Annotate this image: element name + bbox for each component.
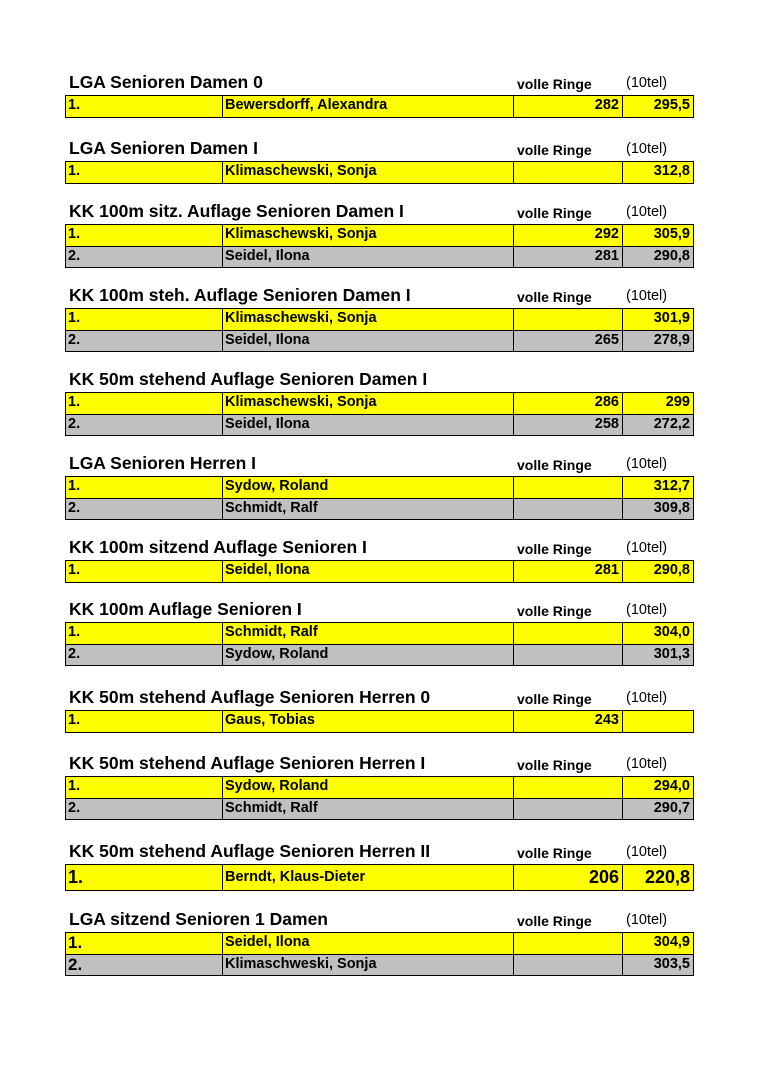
zehntel-cell: 290,8 xyxy=(653,562,690,578)
header-zehntel: (10tel) xyxy=(626,204,668,220)
zehntel-cell: 290,8 xyxy=(653,248,690,264)
name-cell: Klimaschewski, Sonja xyxy=(223,393,514,414)
name-cell: Seidel, Ilona xyxy=(223,247,514,267)
header-volle-ringe: volle Ringe xyxy=(517,289,592,305)
result-row xyxy=(66,96,693,117)
section-title: KK 100m sitzend Auflage Senioren I xyxy=(69,537,367,557)
header-zehntel: (10tel) xyxy=(626,690,668,706)
name-cell: Schmidt, Ralf xyxy=(223,799,514,819)
volle-ringe-cell xyxy=(514,933,623,954)
header-zehntel: (10tel) xyxy=(626,912,668,928)
zehntel-cell: 278,9 xyxy=(653,332,690,348)
name-cell: Schmidt, Ralf xyxy=(223,623,514,644)
volle-ringe-cell: 282 xyxy=(514,96,623,117)
section-title: LGA Senioren Damen 0 xyxy=(69,72,263,92)
place-cell: 1. xyxy=(66,933,223,954)
results-table xyxy=(65,161,694,184)
name-cell: Seidel, Ilona xyxy=(223,331,514,351)
header-zehntel: (10tel) xyxy=(626,756,668,772)
result-row xyxy=(66,162,693,183)
result-row xyxy=(66,777,693,798)
result-row xyxy=(66,246,693,267)
volle-ringe-cell xyxy=(514,477,623,498)
volle-ringe-cell: 206 xyxy=(514,865,623,890)
section-title: LGA Senioren Damen I xyxy=(69,138,258,158)
zehntel-cell: 312,8 xyxy=(653,163,690,179)
results-table xyxy=(65,776,694,820)
place-cell: 2. xyxy=(66,415,223,435)
header-volle-ringe: volle Ringe xyxy=(517,757,592,773)
name-cell: Berndt, Klaus-Dieter xyxy=(223,865,514,890)
zehntel-cell: 312,7 xyxy=(653,478,690,494)
place-cell: 1. xyxy=(66,393,223,414)
zehntel-cell: 301,9 xyxy=(653,310,690,326)
name-cell: Schmidt, Ralf xyxy=(223,499,514,519)
results-table xyxy=(65,476,694,520)
place-cell: 1. xyxy=(66,225,223,246)
header-volle-ringe: volle Ringe xyxy=(517,603,592,619)
result-row xyxy=(66,933,693,954)
result-row xyxy=(66,225,693,246)
name-cell: Klimaschweski, Sonja xyxy=(223,955,514,975)
section-title: KK 100m steh. Auflage Senioren Damen I xyxy=(69,285,411,305)
header-volle-ringe: volle Ringe xyxy=(517,845,592,861)
zehntel-cell xyxy=(623,711,693,732)
place-cell: 2. xyxy=(66,645,223,665)
volle-ringe-cell xyxy=(514,162,623,183)
zehntel-cell: 290,7 xyxy=(653,800,690,816)
header-zehntel: (10tel) xyxy=(626,844,668,860)
name-cell: Seidel, Ilona xyxy=(223,933,514,954)
header-zehntel: (10tel) xyxy=(626,602,668,618)
result-row xyxy=(66,561,693,582)
name-cell: Sydow, Roland xyxy=(223,477,514,498)
volle-ringe-cell xyxy=(514,955,623,975)
place-cell: 2. xyxy=(66,331,223,351)
result-row xyxy=(66,644,693,665)
header-volle-ringe: volle Ringe xyxy=(517,205,592,221)
name-cell: Klimaschewski, Sonja xyxy=(223,162,514,183)
place-cell: 2. xyxy=(66,955,223,975)
results-table xyxy=(65,560,694,583)
name-cell: Seidel, Ilona xyxy=(223,561,514,582)
place-cell: 1. xyxy=(66,309,223,330)
volle-ringe-cell xyxy=(514,777,623,798)
name-cell: Seidel, Ilona xyxy=(223,415,514,435)
section-title: LGA Senioren Herren I xyxy=(69,453,257,473)
zehntel-cell: 301,3 xyxy=(653,646,690,662)
result-row xyxy=(66,309,693,330)
result-row xyxy=(66,623,693,644)
zehntel-cell: 304,9 xyxy=(653,934,690,950)
name-cell: Klimaschewski, Sonja xyxy=(223,309,514,330)
header-volle-ringe: volle Ringe xyxy=(517,457,592,473)
results-table xyxy=(65,95,694,118)
results-table xyxy=(65,710,694,733)
results-table xyxy=(65,932,694,976)
results-table xyxy=(65,392,694,436)
header-volle-ringe: volle Ringe xyxy=(517,541,592,557)
section-title: KK 50m stehend Auflage Senioren Damen I xyxy=(69,369,428,389)
zehntel-cell: 272,2 xyxy=(653,416,690,432)
result-row xyxy=(66,477,693,498)
section-title: KK 100m sitz. Auflage Senioren Damen I xyxy=(69,201,404,221)
header-volle-ringe: volle Ringe xyxy=(517,691,592,707)
zehntel-cell: 220,8 xyxy=(644,867,690,887)
place-cell: 2. xyxy=(66,799,223,819)
section-title: KK 50m stehend Auflage Senioren Herren I xyxy=(69,753,426,773)
header-zehntel: (10tel) xyxy=(626,288,668,304)
volle-ringe-cell: 265 xyxy=(514,331,623,351)
header-zehntel: (10tel) xyxy=(626,141,668,157)
results-table xyxy=(65,224,694,268)
zehntel-cell: 294,0 xyxy=(653,778,690,794)
volle-ringe-cell xyxy=(514,799,623,819)
name-cell: Sydow, Roland xyxy=(223,777,514,798)
name-cell: Gaus, Tobias xyxy=(223,711,514,732)
section-title: KK 50m stehend Auflage Senioren Herren 0 xyxy=(69,687,431,707)
result-row xyxy=(66,330,693,351)
header-volle-ringe: volle Ringe xyxy=(517,142,592,158)
volle-ringe-cell xyxy=(514,645,623,665)
place-cell: 1. xyxy=(66,777,223,798)
header-zehntel: (10tel) xyxy=(626,456,668,472)
zehntel-cell: 309,8 xyxy=(653,500,690,516)
result-row xyxy=(66,865,693,890)
place-cell: 2. xyxy=(66,247,223,267)
results-table xyxy=(65,308,694,352)
place-cell: 1. xyxy=(66,96,223,117)
header-volle-ringe: volle Ringe xyxy=(517,913,592,929)
result-row xyxy=(66,414,693,435)
place-cell: 1. xyxy=(66,477,223,498)
volle-ringe-cell xyxy=(514,499,623,519)
volle-ringe-cell: 281 xyxy=(514,247,623,267)
place-cell: 1. xyxy=(66,865,223,890)
volle-ringe-cell: 292 xyxy=(514,225,623,246)
section-title: KK 50m stehend Auflage Senioren Herren II xyxy=(69,841,431,861)
name-cell: Bewersdorff, Alexandra xyxy=(223,96,514,117)
name-cell: Klimaschewski, Sonja xyxy=(223,225,514,246)
result-row xyxy=(66,393,693,414)
zehntel-cell: 304,0 xyxy=(653,624,690,640)
volle-ringe-cell: 243 xyxy=(514,711,623,732)
zehntel-cell: 303,5 xyxy=(653,956,690,972)
volle-ringe-cell xyxy=(514,623,623,644)
header-volle-ringe: volle Ringe xyxy=(517,76,592,92)
zehntel-cell: 299 xyxy=(665,394,690,410)
header-zehntel: (10tel) xyxy=(626,75,668,91)
volle-ringe-cell: 281 xyxy=(514,561,623,582)
place-cell: 1. xyxy=(66,561,223,582)
section-title: KK 100m Auflage Senioren I xyxy=(69,599,302,619)
results-table xyxy=(65,622,694,666)
section-title: LGA sitzend Senioren 1 Damen xyxy=(69,909,328,929)
place-cell: 2. xyxy=(66,499,223,519)
volle-ringe-cell xyxy=(514,309,623,330)
header-zehntel: (10tel) xyxy=(626,540,668,556)
place-cell: 1. xyxy=(66,623,223,644)
volle-ringe-cell: 258 xyxy=(514,415,623,435)
results-table xyxy=(65,864,694,891)
result-row xyxy=(66,498,693,519)
name-cell: Sydow, Roland xyxy=(223,645,514,665)
result-row xyxy=(66,954,693,975)
volle-ringe-cell: 286 xyxy=(514,393,623,414)
place-cell: 1. xyxy=(66,711,223,732)
place-cell: 1. xyxy=(66,162,223,183)
zehntel-cell: 295,5 xyxy=(653,97,690,113)
zehntel-cell: 305,9 xyxy=(653,226,690,242)
result-row xyxy=(66,798,693,819)
result-row xyxy=(66,711,693,732)
